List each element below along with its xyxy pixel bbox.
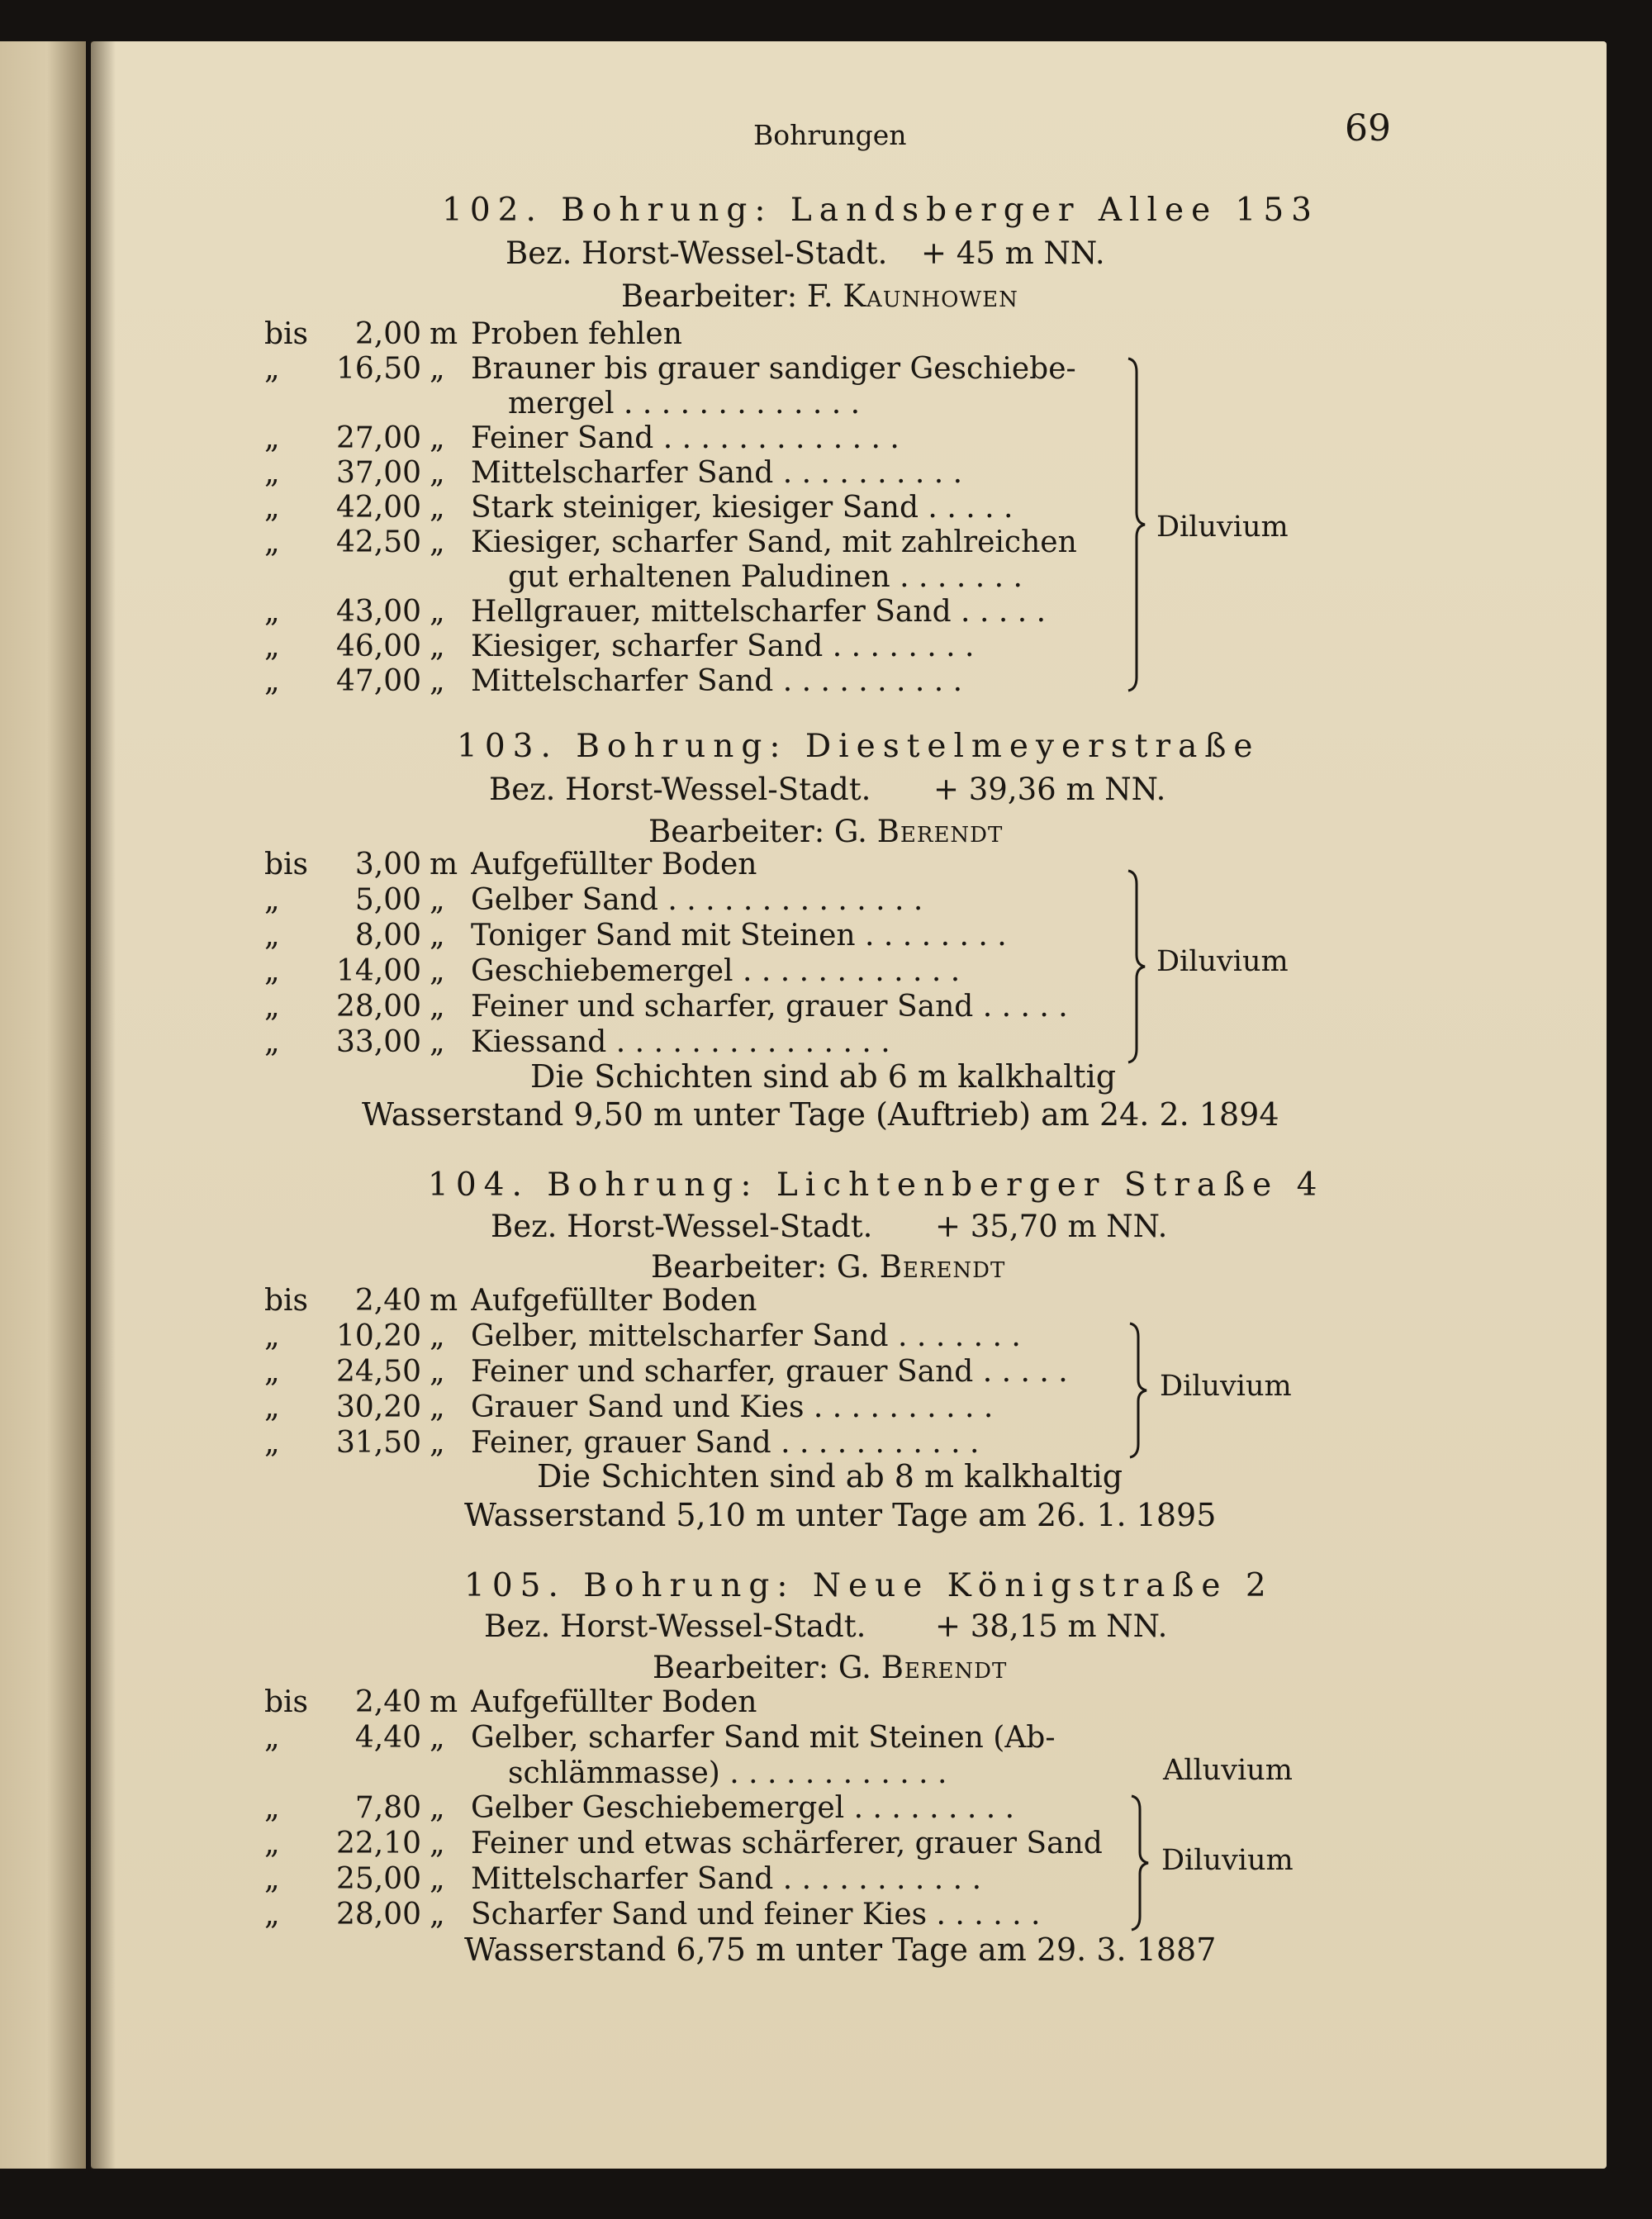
section-103-row-1: bis 3,00 m Aufgefüllter Boden (264, 848, 757, 881)
section-105-stratum-diluvium: Diluvium (1161, 1844, 1294, 1877)
section-105-row-2: „ 4,40 „ Gelber, scharfer Sand mit Steinen (Ab- (264, 1721, 1056, 1755)
section-104-brace (1127, 1320, 1151, 1461)
section-102-row-8: „ 46,00 „ Kiesiger, scharfer Sand . . . . . . . . (264, 630, 975, 663)
section-105-row-5: „ 25,00 „ Mittelscharfer Sand . . . . . . . . . . . (264, 1862, 982, 1896)
section-102-row-3: „ 27,00 „ Feiner Sand . . . . . . . . . . . . . (264, 421, 900, 455)
section-104-note-1: Die Schichten sind ab 8 m kalkhaltig (537, 1458, 1123, 1494)
section-102-row-9: „ 47,00 „ Mittelscharfer Sand . . . . . . . . . . (264, 664, 963, 698)
section-105-title: 105. Bohrung: Neue Königstraße 2 (464, 1567, 1274, 1604)
section-105-row-4: „ 22,10 „ Feiner und etwas schärferer, grauer Sand (264, 1827, 1103, 1860)
section-102-brace (1125, 355, 1150, 694)
section-105-stratum-alluvium: Alluvium (1163, 1754, 1293, 1787)
previous-page-edge (0, 41, 86, 2169)
section-105-brace (1128, 1793, 1153, 1933)
section-102-row-7: „ 43,00 „ Hellgrauer, mittelscharfer Sand . . . . . (264, 595, 1047, 629)
section-102-row-6: „ 42,50 „ Kiesiger, scharfer Sand, mit zahlreichen (264, 525, 1077, 559)
section-105-author: Bearbeiter: G. Berendt (653, 1650, 1008, 1685)
section-105-note-1: Wasserstand 6,75 m unter Tage am 29. 3. 1887 (464, 1932, 1217, 1968)
section-103-row-6: „ 33,00 „ Kiessand . . . . . . . . . . . . . . . (264, 1025, 890, 1059)
section-104-title: 104. Bohrung: Lichtenberger Straße 4 (428, 1167, 1325, 1204)
section-103-location: Bez. Horst-Wessel-Stadt. (489, 772, 871, 807)
section-103-note-2: Wasserstand 9,50 m unter Tage (Auftrieb) am 24. 2. 1894 (362, 1096, 1279, 1133)
section-105-location: Bez. Horst-Wessel-Stadt. (484, 1608, 866, 1644)
section-104-row-2: „ 10,20 „ Gelber, mittelscharfer Sand . . . . . . . (264, 1319, 1021, 1353)
section-102-location: Bez. Horst-Wessel-Stadt. (506, 235, 888, 271)
section-103-stratum: Diluvium (1156, 945, 1289, 978)
section-102-row-1: bis 2,00 m Proben fehlen (264, 317, 682, 351)
section-105-row-2-continuation: schlämmasse) . . . . . . . . . . . . (508, 1756, 947, 1790)
section-102-stratum: Diluvium (1156, 511, 1289, 544)
section-104-row-4: „ 30,20 „ Grauer Sand und Kies . . . . . . . . . . (264, 1390, 994, 1424)
section-105-row-6: „ 28,00 „ Scharfer Sand und feiner Kies . . . . . . (264, 1898, 1041, 1932)
section-104-stratum: Diluvium (1160, 1370, 1292, 1403)
section-105-row-1: bis 2,40 m Aufgefüllter Boden (264, 1685, 757, 1719)
section-102-elevation: + 45 m NN. (921, 235, 1105, 271)
section-102-row-5: „ 42,00 „ Stark steiniger, kiesiger Sand . . . . . (264, 491, 1014, 525)
section-103-row-2: „ 5,00 „ Gelber Sand . . . . . . . . . . . . . . (264, 883, 923, 917)
section-103-elevation: + 39,36 m NN. (933, 772, 1166, 807)
section-102-row-6-continuation: gut erhaltenen Paludinen . . . . . . . (508, 560, 1023, 594)
section-103-note-1: Die Schichten sind ab 6 m kalkhaltig (530, 1058, 1117, 1095)
section-103-row-5: „ 28,00 „ Feiner und scharfer, grauer Sand . . . . . (264, 990, 1068, 1024)
section-104-location: Bez. Horst-Wessel-Stadt. (491, 1209, 873, 1244)
section-103-row-4: „ 14,00 „ Geschiebemergel . . . . . . . . . . . . (264, 954, 961, 988)
section-104-row-1: bis 2,40 m Aufgefüllter Boden (264, 1284, 757, 1318)
section-105-row-3: „ 7,80 „ Gelber Geschiebemergel . . . . . . . . . (264, 1791, 1015, 1825)
section-104-elevation: + 35,70 m NN. (935, 1209, 1168, 1244)
section-102-row-4: „ 37,00 „ Mittelscharfer Sand . . . . . . . . . . (264, 456, 963, 490)
section-104-row-3: „ 24,50 „ Feiner und scharfer, grauer Sand . . . . . (264, 1355, 1068, 1389)
section-102-author: Bearbeiter: F. Kaunhowen (621, 278, 1018, 314)
section-104-note-2: Wasserstand 5,10 m unter Tage am 26. 1. 1895 (464, 1497, 1217, 1533)
page-number: 69 (1345, 107, 1391, 150)
section-102-row-2: „ 16,50 „ Brauner bis grauer sandiger Geschiebe- (264, 352, 1076, 386)
section-103-title: 103. Bohrung: Diestelmeyerstraße (457, 728, 1260, 765)
section-103-row-3: „ 8,00 „ Toniger Sand mit Steinen . . . . . . . . (264, 919, 1007, 953)
running-title: Bohrungen (753, 119, 907, 151)
section-105-elevation: + 38,15 m NN. (935, 1608, 1168, 1644)
section-104-author: Bearbeiter: G. Berendt (651, 1249, 1006, 1285)
section-103-brace (1125, 867, 1150, 1066)
gutter-shadow (91, 41, 116, 2169)
section-104-row-5: „ 31,50 „ Feiner, grauer Sand . . . . . . . . . . . (264, 1426, 980, 1460)
section-103-author: Bearbeiter: G. Berendt (648, 814, 1004, 849)
section-102-row-2-continuation: mergel . . . . . . . . . . . . . (508, 387, 861, 421)
section-102-title: 102. Bohrung: Landsberger Allee 153 (442, 192, 1319, 229)
